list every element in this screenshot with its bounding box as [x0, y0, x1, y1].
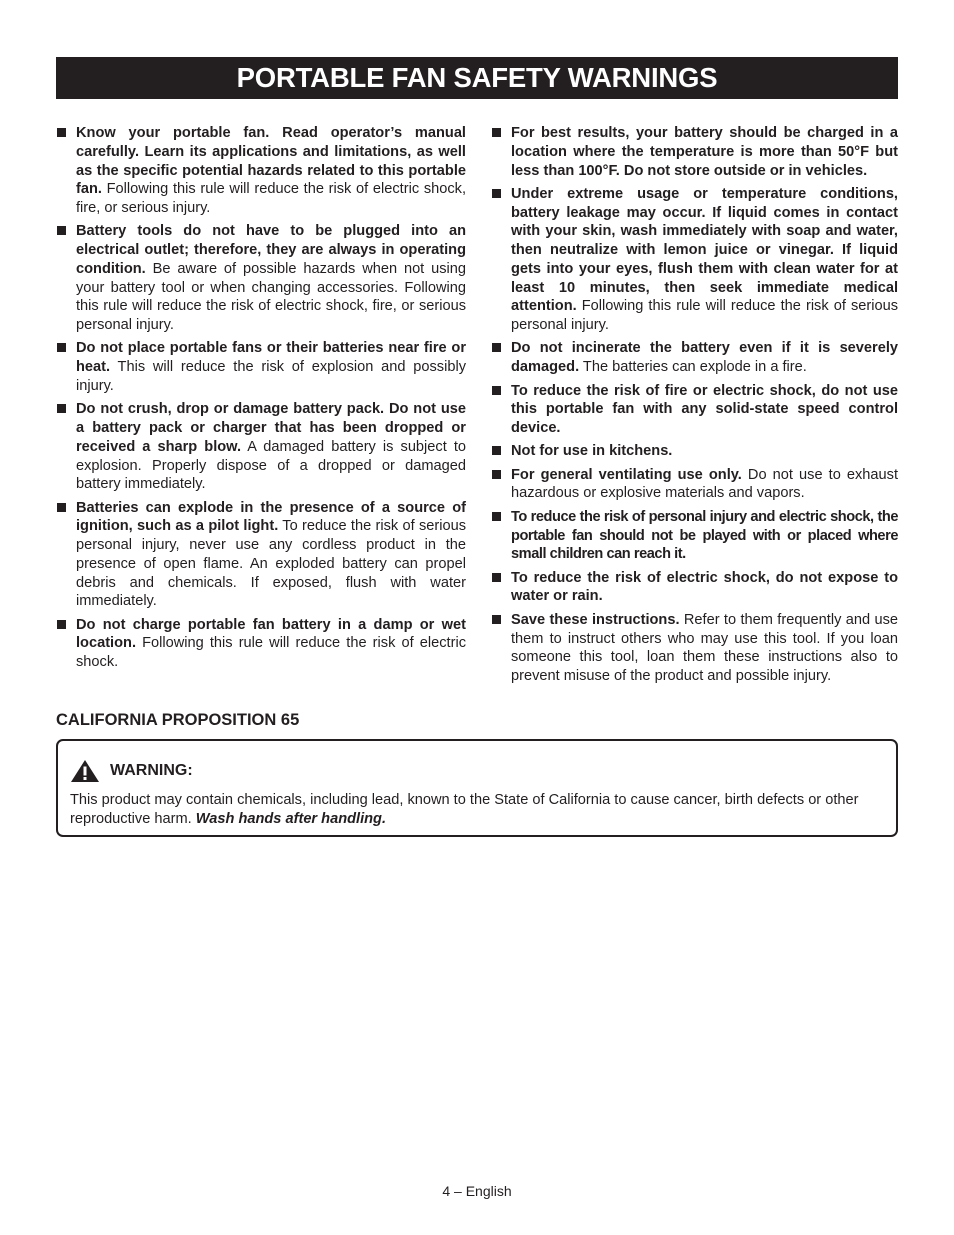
item-bold-text: To reduce the risk of personal injury and electric shock, the portable fan should not be played with or placed where small children can reach it.: [511, 508, 898, 563]
page-title: PORTABLE FAN SAFETY WARNINGS: [56, 57, 898, 99]
item-bold-text: To reduce the risk of fire or electric shock, do not use this portable fan with any solid-state speed control device.: [511, 382, 898, 437]
item-text: Refer to them frequently and use them to instruct others who may use this tool. If you loan someone this tool, loan them these instructions also to prevent misuse of the product and possible injury.: [511, 611, 898, 684]
page-number: 4 – English: [442, 1183, 512, 1199]
list-item: [56, 616, 466, 672]
square-bullet-icon: [492, 343, 501, 352]
square-bullet-icon: [492, 512, 501, 521]
list-item: [491, 466, 898, 504]
prop65-warning-box: [56, 739, 898, 837]
warning-triangle-icon: [70, 759, 100, 783]
square-bullet-icon: [57, 226, 66, 235]
item-bold-text: For best results, your battery should be charged in a location where the temperature is more than 50°F but less than 100°F. Do not store outside or in vehicles.: [511, 125, 898, 179]
square-bullet-icon: [57, 503, 66, 512]
item-bold-text: Battery tools do not have to be plugged into an electrical outlet; therefore, they are always in operating condition.: [76, 223, 466, 277]
item-bold-text: Under extreme usage or temperature conditions, battery leakage may occur. If liquid comes in contact with your skin, wash immediately with soap and water, then neutralize with lemon juice or vinegar. If liquid gets into your eyes, flush them with clean water for at least 10 minutes, then seek immediate medical attention.: [511, 185, 898, 315]
item-text: The batteries can explode in a fire.: [579, 359, 807, 376]
list-item: [491, 185, 898, 335]
item-bold-text: Batteries can explode in the presence of a source of ignition, such as a pilot light.: [76, 499, 466, 535]
square-bullet-icon: [57, 404, 66, 413]
warning-emphasis: Wash hands after handling.: [195, 811, 387, 827]
item-text: Be aware of possible hazards when not using your battery tool or when changing accessories. Following this rule will reduce the risk of electric shock, fire, or serious personal injury.: [76, 260, 466, 334]
square-bullet-icon: [492, 446, 501, 455]
square-bullet-icon: [492, 128, 501, 137]
item-text: To reduce the risk of serious personal injury, never use any cordless product in the presence of open flame. An exploded battery can propel debris and chemicals. If exposed, flush with water immediately.: [76, 518, 466, 610]
warning-text: [70, 791, 892, 829]
list-item: [56, 222, 466, 335]
item-bold-text: Do not charge portable fan battery in a damp or wet location.: [76, 616, 466, 652]
item-bold-text: Know your portable fan. Read operator’s manual carefully. Learn its applications and limitations, as well as the specific potential hazards related to this portable fan.: [76, 125, 466, 198]
item-text: This will reduce the risk of explosion and possibly injury.: [76, 359, 466, 394]
square-bullet-icon: [492, 189, 501, 198]
list-item: [491, 508, 898, 564]
item-text: A damaged battery is subject to explosion. Properly dispose of a dropped or damaged battery immediately.: [76, 438, 467, 493]
square-bullet-icon: [492, 573, 501, 582]
item-bold-text: Not for use in kitchens.: [511, 443, 673, 460]
square-bullet-icon: [492, 386, 501, 395]
list-item: [491, 382, 898, 438]
square-bullet-icon: [57, 128, 66, 137]
list-item: [491, 339, 898, 377]
list-item: [491, 611, 898, 686]
item-bold-text: Do not place portable fans or their batteries near fire or heat.: [76, 340, 466, 376]
item-bold-text: To reduce the risk of electric shock, do not expose to water or rain.: [511, 569, 898, 605]
warnings-right-column: [491, 124, 898, 690]
list-item: [56, 339, 466, 395]
square-bullet-icon: [492, 615, 501, 624]
list-item: [56, 499, 466, 612]
item-bold-text: For general ventilating use only.: [511, 466, 742, 483]
warning-label: WARNING:: [110, 762, 193, 779]
prop65-heading: CALIFORNIA PROPOSITION 65: [56, 711, 300, 729]
item-text: Following this rule will reduce the risk of electric shock, fire, or serious injury.: [76, 181, 466, 216]
list-item: [56, 400, 466, 494]
item-bold-text: Do not crush, drop or damage battery pack. Do not use a battery pack or charger that has been dropped or received a sharp blow.: [76, 401, 466, 455]
list-item: [491, 442, 898, 461]
warning-body-text: This product may contain chemicals, including lead, known to the State of California to cause cancer, birth defects or other reproductive harm.: [70, 792, 859, 827]
warnings-left-column: [56, 124, 466, 677]
item-text: Do not use to exhaust hazardous or explosive materials and vapors.: [511, 466, 899, 502]
warning-header: [70, 759, 193, 783]
square-bullet-icon: [492, 470, 501, 479]
square-bullet-icon: [57, 343, 66, 352]
item-text: Following this rule will reduce the risk of electric shock.: [76, 635, 466, 671]
list-item: [491, 569, 898, 607]
item-text: Following this rule will reduce the risk of serious personal injury.: [511, 298, 898, 334]
list-item: [491, 124, 898, 180]
square-bullet-icon: [57, 620, 66, 629]
item-bold-text: Save these instructions.: [511, 611, 680, 628]
list-item: [56, 124, 466, 218]
item-bold-text: Do not incinerate the battery even if it is severely damaged.: [511, 340, 898, 376]
